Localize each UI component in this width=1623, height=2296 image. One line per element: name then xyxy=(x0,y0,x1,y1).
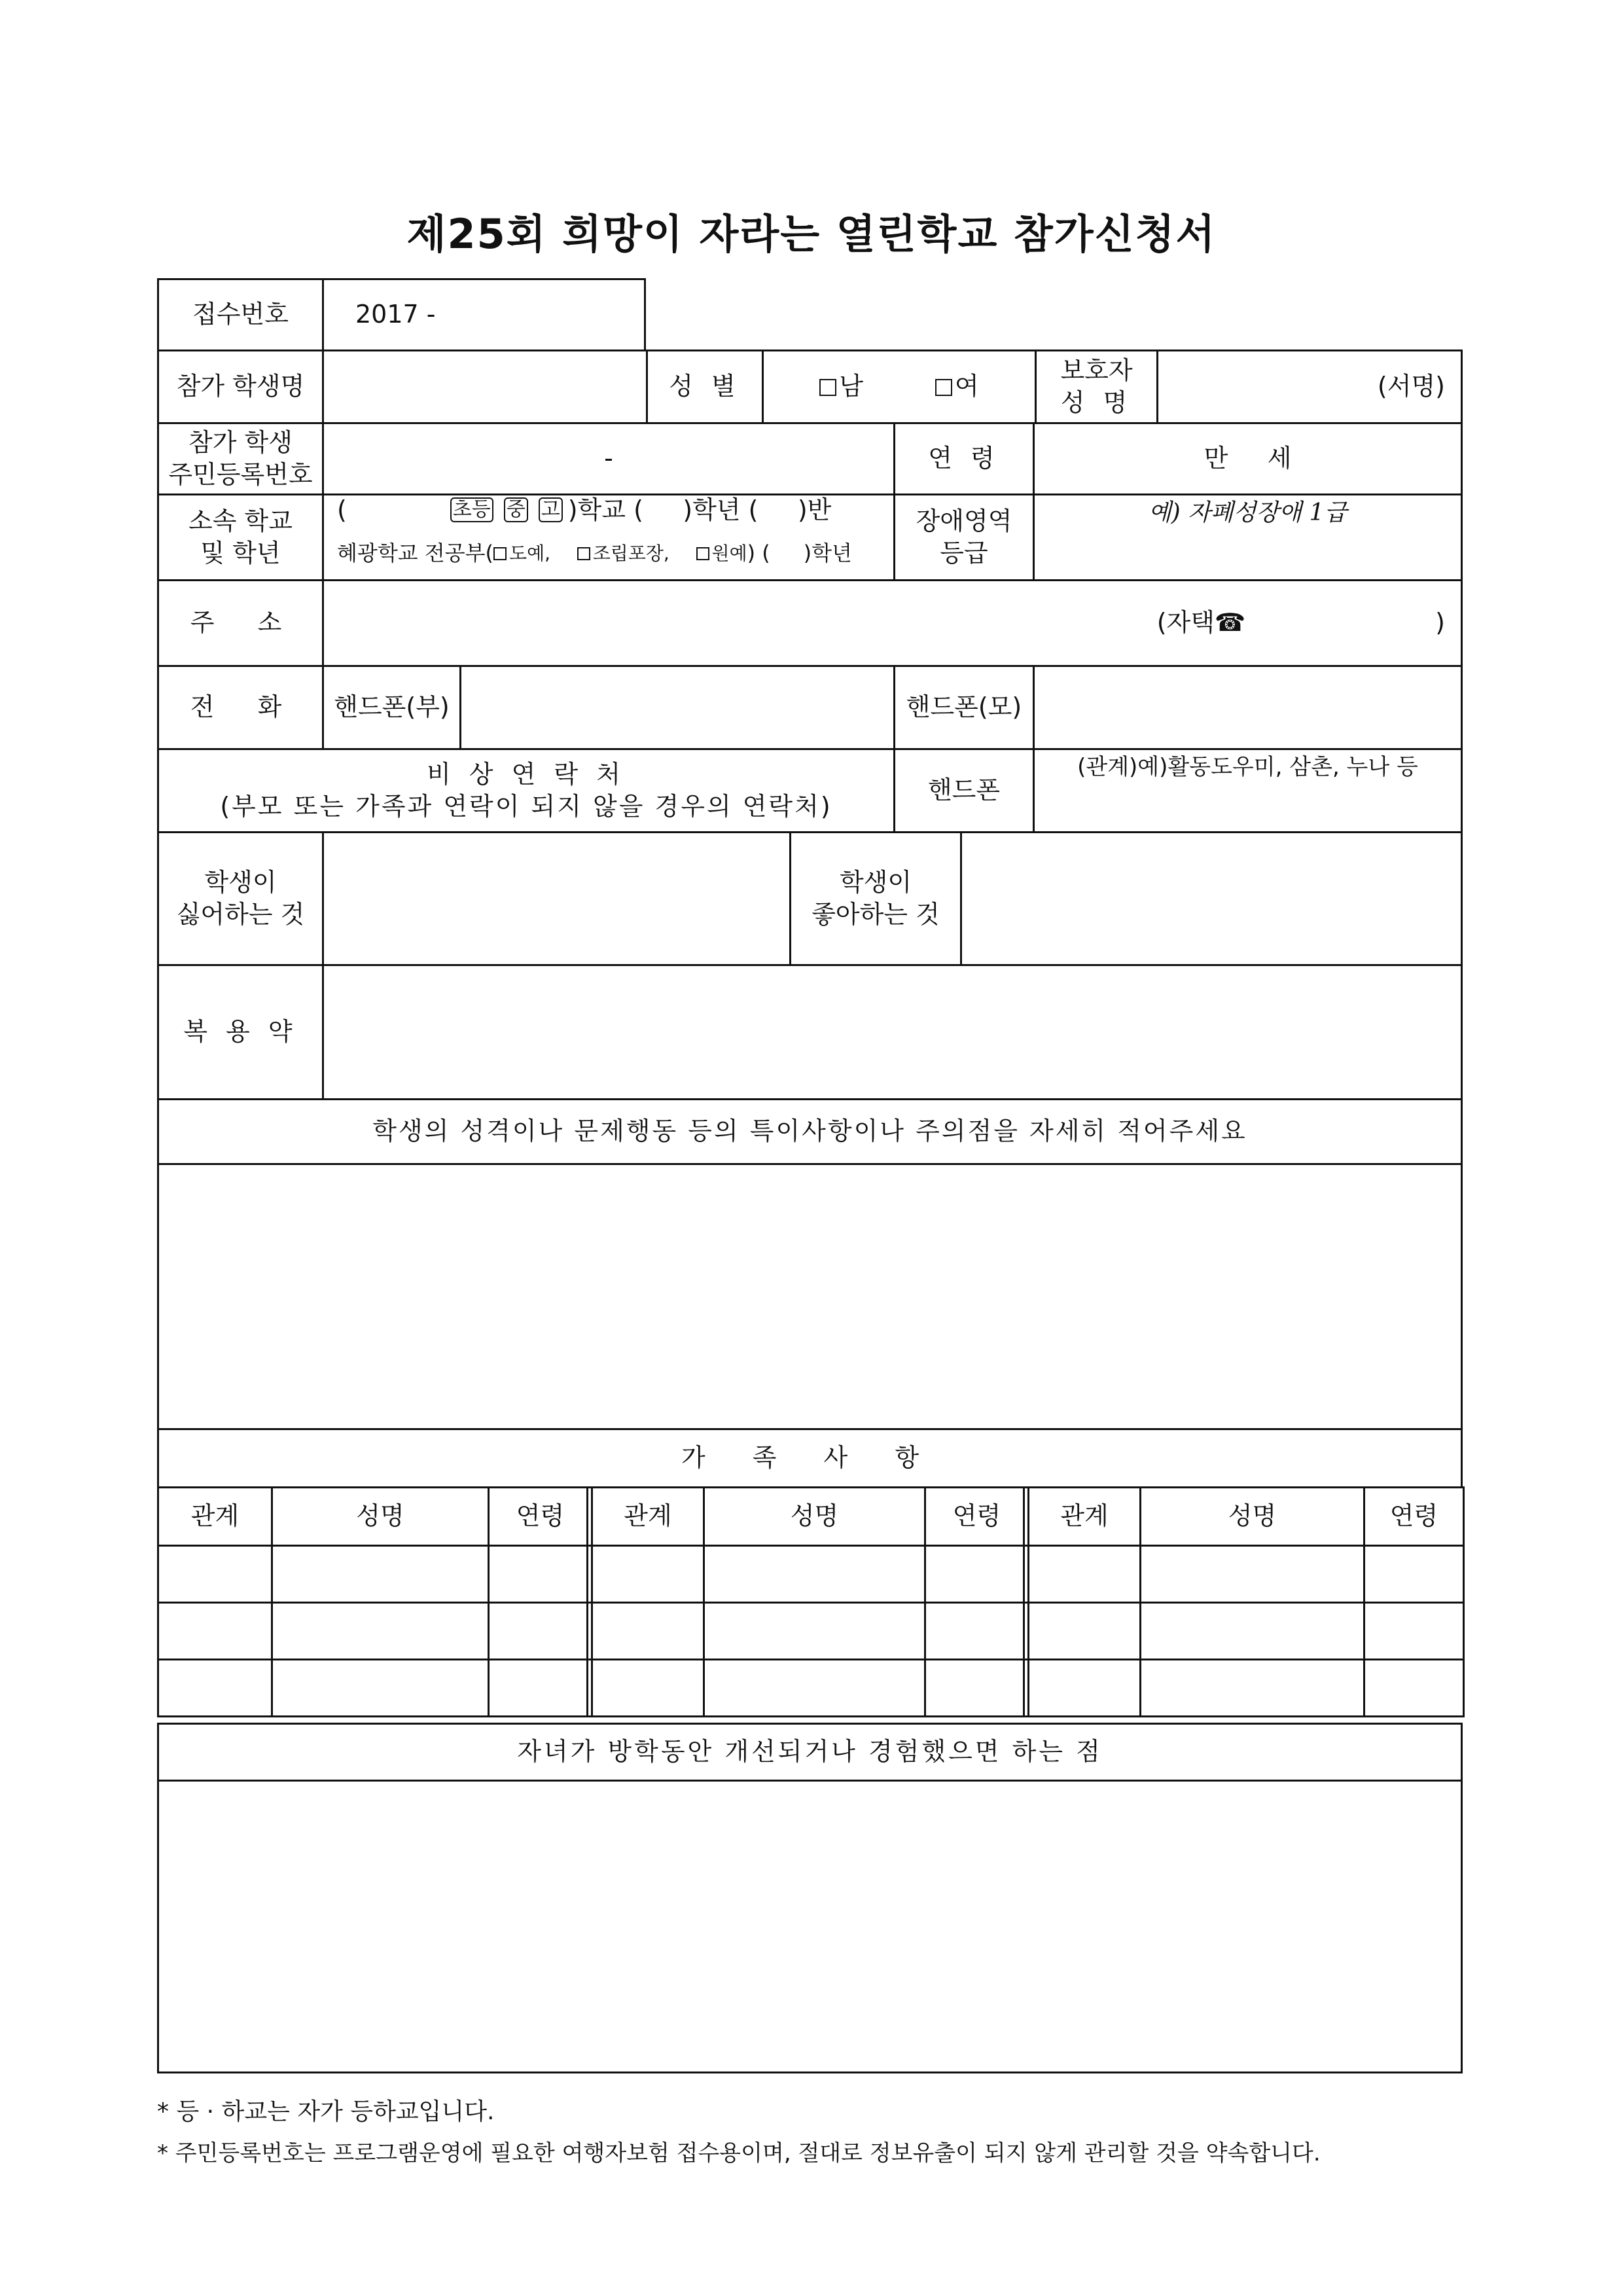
improvement-header-text: 자녀가 방학동안 개선되거나 경험했으면 하는 점 xyxy=(517,1737,1103,1767)
family-cell[interactable] xyxy=(591,1602,705,1660)
disability-label xyxy=(893,493,1035,581)
receipt-number-value: 2017 - xyxy=(355,300,436,329)
gender-male-checkbox[interactable] xyxy=(819,379,836,396)
pottery-checkbox[interactable] xyxy=(493,547,507,560)
dislikes-label xyxy=(157,831,324,966)
dislikes-label-line1: 학생이 xyxy=(204,867,277,897)
family-cell[interactable] xyxy=(157,1659,273,1717)
high-badge[interactable]: 고 xyxy=(539,497,563,522)
family-col-header: 관계 xyxy=(157,1486,273,1547)
gardening-label: 원예 xyxy=(711,542,747,564)
family-group-divider xyxy=(1023,1486,1025,1717)
family-cell[interactable] xyxy=(1363,1545,1465,1604)
gender-label-text: 성 별 xyxy=(669,372,741,401)
disability-label-line2: 등급 xyxy=(940,539,988,567)
rrn-label xyxy=(157,422,324,495)
middle-badge[interactable]: 중 xyxy=(504,497,528,522)
family-cell[interactable] xyxy=(157,1545,273,1604)
family-cell[interactable] xyxy=(488,1659,593,1717)
medication-field[interactable] xyxy=(322,964,1463,1100)
family-cell[interactable] xyxy=(488,1602,593,1660)
rrn-dash: - xyxy=(604,444,613,473)
school-grade-field[interactable] xyxy=(322,493,895,581)
family-cell[interactable] xyxy=(924,1545,1029,1604)
disability-field[interactable] xyxy=(1033,493,1463,581)
mother-phone-label-text: 핸드폰(모) xyxy=(906,692,1022,722)
family-cell[interactable] xyxy=(488,1545,593,1604)
student-name-label xyxy=(157,350,324,424)
pottery-label: 도예, xyxy=(509,542,551,564)
family-cell[interactable] xyxy=(703,1545,926,1604)
emergency-label-line1: 비 상 연 락 처 xyxy=(427,759,626,789)
family-col-header: 관계 xyxy=(1027,1486,1141,1547)
family-header xyxy=(157,1428,1463,1488)
gender-female-checkbox[interactable] xyxy=(935,379,952,396)
family-cell[interactable] xyxy=(157,1602,273,1660)
improvement-header xyxy=(157,1723,1463,1782)
emergency-label-line2: (부모 또는 가족과 연락이 되지 않을 경우의 연락처) xyxy=(220,792,832,821)
major-course-label: 혜광학교 전공부( xyxy=(337,540,494,565)
family-cell[interactable] xyxy=(703,1659,926,1717)
notes-header-text: 학생의 성격이나 문제행동 등의 특이사항이나 주의점을 자세히 적어주세요 xyxy=(372,1117,1247,1146)
family-col-header: 성명 xyxy=(703,1486,926,1547)
student-name-label-text: 참가 학생명 xyxy=(176,372,305,401)
gender-female-option[interactable] xyxy=(935,370,979,403)
family-cell[interactable] xyxy=(1027,1602,1141,1660)
disability-example: 예) 자폐성장애 1급 xyxy=(1148,499,1347,526)
assembly-checkbox[interactable] xyxy=(577,547,590,560)
guardian-name-field[interactable] xyxy=(1156,350,1463,424)
improvement-field[interactable] xyxy=(157,1780,1463,2073)
emergency-phone-label xyxy=(893,748,1035,833)
home-phone-field: (자택☎ ) xyxy=(1156,608,1445,637)
family-cell[interactable] xyxy=(591,1659,705,1717)
signature-label: (서명) xyxy=(1377,372,1445,401)
guardian-label-line1: 보호자 xyxy=(1060,355,1133,385)
school-open-paren: ( xyxy=(337,495,347,524)
rrn-field[interactable] xyxy=(322,422,895,495)
family-cell[interactable] xyxy=(924,1602,1029,1660)
age-field[interactable] xyxy=(1033,422,1463,495)
gender-male-label: 남 xyxy=(839,372,863,401)
receipt-number-field[interactable] xyxy=(322,278,646,351)
gender-label xyxy=(646,350,764,424)
school-grade-class-text: )학교 ( )학년 ( )반 xyxy=(567,495,832,524)
family-cell[interactable] xyxy=(591,1545,705,1604)
assembly-label: 조립포장, xyxy=(592,542,669,564)
footnote-commute: * 등 · 하교는 자가 등하교입니다. xyxy=(157,2098,495,2125)
medication-label xyxy=(157,964,324,1100)
school-line1 xyxy=(337,494,831,526)
guardian-name-label xyxy=(1035,350,1158,424)
elementary-badge[interactable]: 초등 xyxy=(450,497,493,522)
notes-header xyxy=(157,1098,1463,1165)
relation-example: (관계)예)활동도우미, 삼촌, 누나 등 xyxy=(1077,754,1418,780)
major-grade-text: ) ( )학년 xyxy=(747,540,852,565)
emergency-phone-field[interactable] xyxy=(1033,748,1463,833)
medication-label-text: 복 용 약 xyxy=(183,1017,298,1047)
gender-options xyxy=(762,350,1037,424)
family-cell[interactable] xyxy=(1027,1545,1141,1604)
gender-male-option[interactable] xyxy=(819,370,863,403)
family-col-header: 성명 xyxy=(271,1486,490,1547)
family-cell[interactable] xyxy=(1139,1659,1365,1717)
phone-label-text: 전 화 xyxy=(190,692,291,722)
family-cell[interactable] xyxy=(1363,1602,1465,1660)
family-cell[interactable] xyxy=(271,1659,490,1717)
family-group-divider xyxy=(586,1486,588,1717)
school-label-line1: 소속 학교 xyxy=(188,506,293,535)
family-col-header: 연령 xyxy=(924,1486,1029,1547)
family-cell[interactable] xyxy=(271,1545,490,1604)
footnote-privacy: * 주민등록번호는 프로그램운영에 필요한 여행자보험 접수용이며, 절대로 정보유출이 되지 않게 관리할 것을 약속합니다. xyxy=(157,2140,1321,2166)
gardening-checkbox[interactable] xyxy=(696,547,709,560)
school-label-line2: 및 학년 xyxy=(200,539,281,567)
family-cell[interactable] xyxy=(924,1659,1029,1717)
family-header-text: 가 족 사 항 xyxy=(681,1443,939,1473)
student-name-field[interactable] xyxy=(322,350,648,424)
dislikes-label-line2: 싫어하는 것 xyxy=(176,900,305,929)
rrn-label-line2: 주민등록번호 xyxy=(168,460,313,489)
age-label-text: 연 령 xyxy=(928,444,1000,473)
likes-field[interactable] xyxy=(960,831,1463,966)
family-cell[interactable] xyxy=(703,1602,926,1660)
family-col-header: 연령 xyxy=(1363,1486,1465,1547)
mother-phone-field[interactable] xyxy=(1033,665,1463,750)
receipt-label xyxy=(157,278,324,351)
age-value: 만 세 xyxy=(1204,444,1292,473)
address-label-text: 주 소 xyxy=(190,608,291,637)
family-cell[interactable] xyxy=(1139,1602,1365,1660)
mother-phone-label xyxy=(893,665,1035,750)
likes-label xyxy=(789,831,962,966)
family-cell[interactable] xyxy=(271,1602,490,1660)
notes-field[interactable] xyxy=(157,1163,1463,1430)
emergency-phone-label-text: 핸드폰 xyxy=(927,776,1001,805)
dislikes-field[interactable] xyxy=(322,831,791,966)
family-col-header: 성명 xyxy=(1139,1486,1365,1547)
likes-label-line2: 좋아하는 것 xyxy=(812,900,940,929)
guardian-label-line2: 성 명 xyxy=(1060,388,1133,417)
family-cell[interactable] xyxy=(1139,1545,1365,1604)
form-title: 제25회 희망이 자라는 열린학교 참가신청서 xyxy=(406,210,1217,258)
gender-female-label: 여 xyxy=(955,372,979,401)
family-cell[interactable] xyxy=(1363,1659,1465,1717)
school-label xyxy=(157,493,324,581)
family-col-header: 관계 xyxy=(591,1486,705,1547)
likes-label-line1: 학생이 xyxy=(839,867,912,897)
family-cell[interactable] xyxy=(1027,1659,1141,1717)
disability-label-line1: 장애영역 xyxy=(916,506,1012,535)
father-phone-label-text: 핸드폰(부) xyxy=(334,692,450,722)
father-phone-label xyxy=(322,665,461,750)
emergency-contact-label xyxy=(157,748,895,833)
address-field[interactable] xyxy=(322,579,1463,667)
receipt-label-text: 접수번호 xyxy=(192,300,289,329)
address-label xyxy=(157,579,324,667)
family-col-header: 연령 xyxy=(488,1486,593,1547)
phone-label xyxy=(157,665,324,750)
rrn-label-line1: 참가 학생 xyxy=(188,427,293,457)
school-line2 xyxy=(337,526,852,581)
age-label xyxy=(893,422,1035,495)
father-phone-field[interactable] xyxy=(459,665,895,750)
